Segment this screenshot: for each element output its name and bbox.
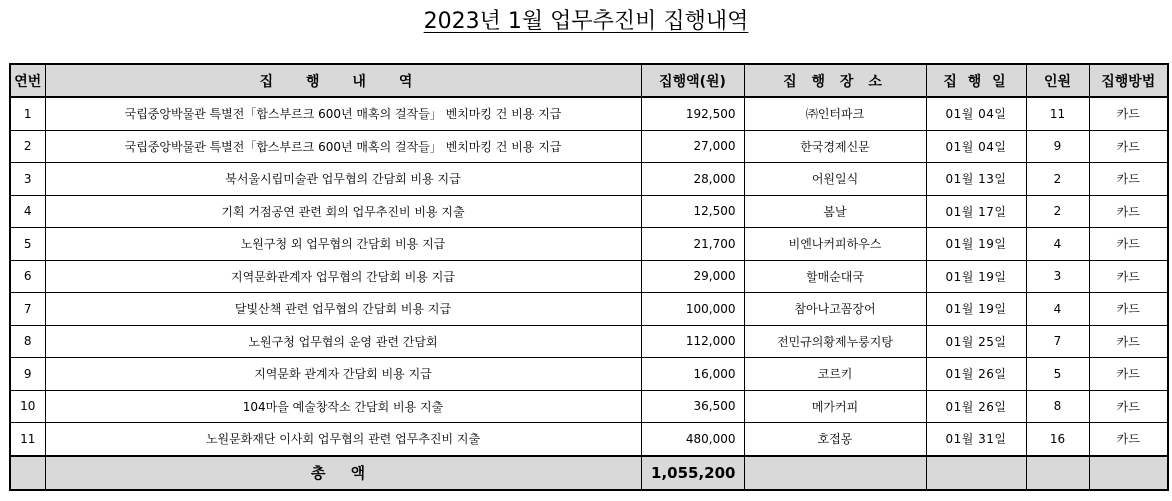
cell-amount: 480,000 [641,423,744,456]
total-row [10,456,1168,490]
cell-description: 국립중앙박물관 특별전「합스부르크 600년 매혹의 걸작들」 벤치마킹 건 비용 지급 [45,130,641,163]
header-date: 집 행 일 [926,64,1026,97]
cell-description: 노원문화재단 이사회 업무협의 관련 업무추진비 지출 [45,423,641,456]
cell-no: 8 [10,325,45,358]
cell-no: 5 [10,228,45,261]
cell-description: 국립중앙박물관 특별전「합스부르크 600년 매혹의 걸작들」 벤치마킹 건 비용 지급 [45,97,641,130]
cell-no: 3 [10,163,45,196]
page-title: 2023년 1월 업무추진비 집행내역 [423,9,749,34]
cell-amount: 36,500 [641,390,744,423]
cell-description: 기획 거점공연 관련 회의 업무추진비 비용 지출 [45,195,641,228]
header-amount: 집행액(원) [641,64,744,97]
cell-place: 비엔나커피하우스 [744,228,926,261]
table-row [10,293,1168,326]
cell-place: 전민규의황제누룽지탕 [744,325,926,358]
table-row [10,195,1168,228]
cell-method: 카드 [1089,195,1168,228]
cell-no: 1 [10,97,45,130]
cell-method: 카드 [1089,358,1168,391]
table-row [10,97,1168,130]
cell-description: 달빛산책 관련 업무협의 간담회 비용 지급 [45,293,641,326]
cell-date: 01월 26일 [926,358,1026,391]
cell-place: ㈜인터파크 [744,97,926,130]
cell-date: 01월 31일 [926,423,1026,456]
cell-description: 지역문화관계자 업무협의 간담회 비용 지급 [45,260,641,293]
cell-method: 카드 [1089,130,1168,163]
cell-people: 11 [1026,97,1089,130]
expense-table [9,63,1169,491]
total-empty-cell [1089,456,1168,490]
cell-description: 노원구청 외 업무협의 간담회 비용 지급 [45,228,641,261]
total-amount: 1,055,200 [641,456,744,490]
header-people: 인원 [1026,64,1089,97]
cell-method: 카드 [1089,325,1168,358]
cell-method: 카드 [1089,390,1168,423]
cell-no: 9 [10,358,45,391]
cell-date: 01월 17일 [926,195,1026,228]
cell-people: 4 [1026,228,1089,261]
total-empty-cell [10,456,45,490]
cell-place: 참아나고꼼장어 [744,293,926,326]
cell-no: 11 [10,423,45,456]
cell-people: 4 [1026,293,1089,326]
table-row [10,163,1168,196]
cell-people: 8 [1026,390,1089,423]
header-place: 집 행 장 소 [744,64,926,97]
cell-date: 01월 04일 [926,97,1026,130]
cell-date: 01월 25일 [926,325,1026,358]
cell-amount: 21,700 [641,228,744,261]
cell-place: 호접몽 [744,423,926,456]
cell-date: 01월 19일 [926,228,1026,261]
cell-people: 7 [1026,325,1089,358]
cell-date: 01월 04일 [926,130,1026,163]
cell-people: 9 [1026,130,1089,163]
cell-place: 할매순대국 [744,260,926,293]
cell-method: 카드 [1089,293,1168,326]
table-header-row [10,64,1168,97]
cell-people: 2 [1026,195,1089,228]
table-row [10,260,1168,293]
cell-description: 104마을 예술창작소 간담회 비용 지출 [45,390,641,423]
table-row [10,325,1168,358]
cell-no: 4 [10,195,45,228]
cell-people: 5 [1026,358,1089,391]
cell-method: 카드 [1089,260,1168,293]
cell-no: 2 [10,130,45,163]
header-description: 집 행 내 역 [45,64,641,97]
cell-amount: 192,500 [641,97,744,130]
cell-method: 카드 [1089,228,1168,261]
table-row [10,390,1168,423]
total-empty-cell [926,456,1026,490]
header-no: 연번 [10,64,45,97]
cell-place: 봄날 [744,195,926,228]
table-row [10,228,1168,261]
cell-date: 01월 13일 [926,163,1026,196]
cell-method: 카드 [1089,97,1168,130]
cell-place: 한국경제신문 [744,130,926,163]
total-empty-cell [1026,456,1089,490]
cell-place: 코르키 [744,358,926,391]
cell-date: 01월 19일 [926,293,1026,326]
cell-amount: 12,500 [641,195,744,228]
cell-no: 7 [10,293,45,326]
cell-amount: 112,000 [641,325,744,358]
cell-method: 카드 [1089,423,1168,456]
cell-amount: 27,000 [641,130,744,163]
cell-place: 메가커피 [744,390,926,423]
cell-date: 01월 26일 [926,390,1026,423]
cell-no: 10 [10,390,45,423]
cell-amount: 28,000 [641,163,744,196]
cell-place: 어원일식 [744,163,926,196]
cell-method: 카드 [1089,163,1168,196]
cell-description: 지역문화 관계자 간담회 비용 지급 [45,358,641,391]
cell-amount: 16,000 [641,358,744,391]
table-row [10,358,1168,391]
header-method: 집행방법 [1089,64,1168,97]
cell-amount: 100,000 [641,293,744,326]
table-row [10,423,1168,456]
cell-description: 북서울시립미술관 업무협의 간담회 비용 지급 [45,163,641,196]
cell-people: 16 [1026,423,1089,456]
cell-people: 3 [1026,260,1089,293]
total-empty-cell [744,456,926,490]
cell-description: 노원구청 업무협의 운영 관련 간담회 [45,325,641,358]
cell-amount: 29,000 [641,260,744,293]
cell-no: 6 [10,260,45,293]
table-row [10,130,1168,163]
cell-date: 01월 19일 [926,260,1026,293]
total-label: 총 액 [45,456,641,490]
cell-people: 2 [1026,163,1089,196]
